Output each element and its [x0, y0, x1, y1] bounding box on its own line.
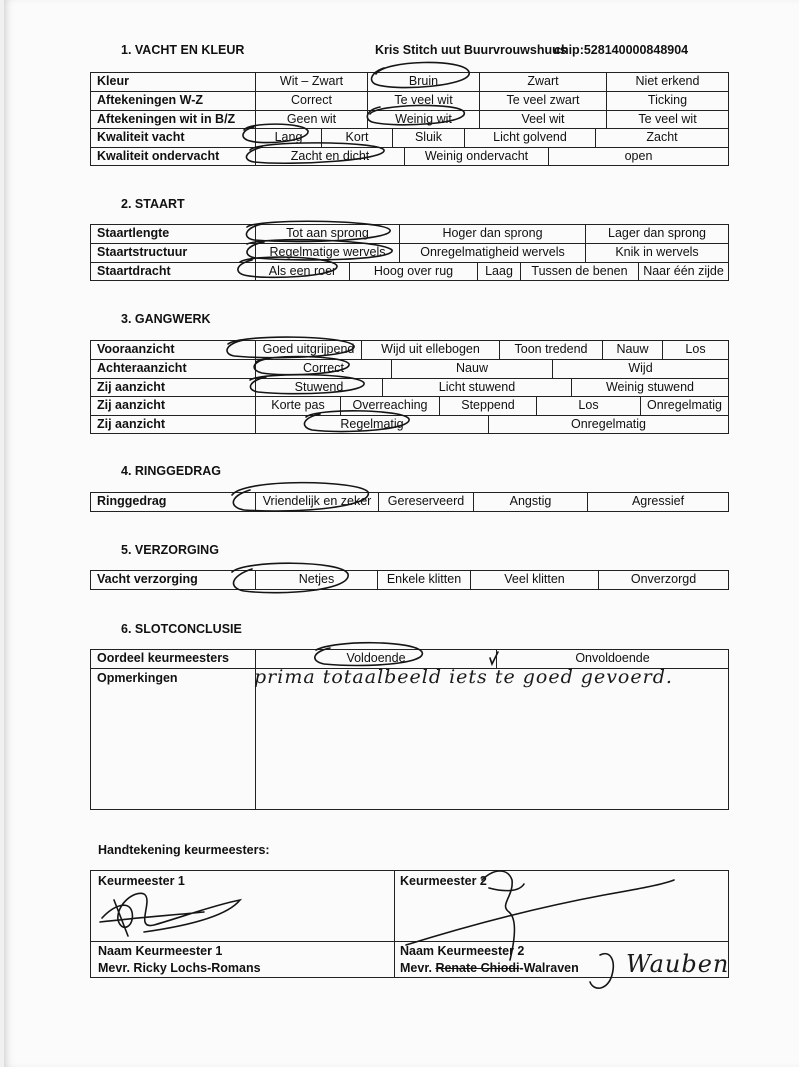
table-row [91, 571, 728, 589]
option-cell[interactable]: Angstig [474, 493, 588, 511]
section-3-title: 3. GANGWERK [121, 312, 211, 326]
option-cell[interactable]: Licht stuwend [383, 379, 572, 396]
option-cell[interactable]: Te veel wit [368, 92, 480, 109]
option-cell[interactable]: Onvoldoende [575, 651, 650, 665]
section-1-title: 1. VACHT EN KLEUR [121, 43, 245, 57]
table-verzorging [90, 570, 729, 590]
option-cell[interactable]: Onregelmatigheid wervels [400, 244, 586, 261]
table-row [91, 128, 728, 146]
table-row [91, 415, 728, 433]
option-cell[interactable]: Wijd uit ellebogen [362, 341, 500, 359]
option-cell[interactable]: Niet erkend [635, 74, 700, 88]
row-label: Vooraanzicht [91, 341, 256, 359]
table-row [91, 147, 728, 165]
option-cell[interactable]: Knik in wervels [615, 245, 699, 260]
name-1-label: Naam Keurmeester 1 [98, 944, 223, 958]
option-cell[interactable]: Naar één zijde [643, 263, 724, 278]
option-cell[interactable]: Netjes [256, 571, 378, 589]
row-label: Vacht verzorging [91, 571, 256, 589]
row-label: Kleur [91, 73, 256, 91]
option-cell[interactable]: Nauw [603, 341, 663, 359]
option-cell[interactable]: Los [537, 397, 641, 414]
row-label: Zij aanzicht [91, 397, 256, 414]
option-cell[interactable]: Bruin [368, 73, 480, 91]
form-page [4, 0, 799, 1067]
row-label: Zij aanzicht [91, 416, 256, 433]
table-row [91, 341, 728, 359]
option-cell[interactable]: Onregelmatig [570, 416, 647, 431]
row-label: Ringgedrag [91, 493, 256, 511]
option-cell[interactable]: Overreaching [341, 397, 440, 414]
option-cell[interactable]: Te veel wit [638, 111, 697, 126]
option-cell[interactable]: Regelmatige wervels [256, 244, 400, 261]
option-cell[interactable]: Goed uitgrijpend [256, 341, 362, 359]
option-cell[interactable]: Te veel zwart [480, 92, 607, 109]
option-cell[interactable]: Toon tredend [500, 341, 603, 359]
table-vacht-en-kleur [90, 72, 729, 166]
table-row [91, 493, 728, 511]
section-5-title: 5. VERZORGING [121, 543, 219, 557]
judge-1-name: Mevr. Ricky Lochs-Romans [98, 961, 261, 975]
opmerkingen-field[interactable] [256, 669, 728, 809]
signatures-title: Handtekening keurmeesters: [98, 843, 270, 857]
chip-number: chip:528140000848904 [554, 43, 689, 57]
table-row [91, 396, 728, 414]
table-row [91, 73, 728, 91]
table-ringgedrag [90, 492, 729, 512]
option-cell[interactable]: Tot aan sprong [256, 225, 400, 243]
option-cell[interactable]: Gereserveerd [379, 493, 474, 511]
option-cell[interactable]: Voldoende [256, 650, 497, 668]
option-cell[interactable]: Hoger dan sprong [400, 225, 586, 243]
option-cell[interactable]: Kort [322, 129, 393, 146]
row-label: Aftekeningen wit in B/Z [91, 111, 256, 128]
row-label: Staartdracht [91, 263, 256, 280]
option-cell[interactable]: Ticking [647, 93, 688, 108]
option-cell[interactable]: Onregelmatig [646, 398, 723, 413]
judge-1-label: Keurmeester 1 [98, 874, 185, 888]
option-cell[interactable]: Tussen de benen [521, 263, 639, 280]
option-cell[interactable]: Steppend [440, 397, 537, 414]
option-cell[interactable]: Lager dan sprong [608, 226, 706, 240]
option-cell[interactable]: Correct [256, 92, 368, 109]
option-cell[interactable]: Vriendelijk en zeker [256, 493, 379, 511]
table-row [91, 110, 728, 128]
row-label: Opmerkingen [91, 669, 256, 809]
row-label: Kwaliteit vacht [91, 129, 256, 146]
table-row [91, 243, 728, 261]
option-cell[interactable]: Weinig stuwend [605, 379, 694, 394]
option-cell[interactable]: Sluik [393, 129, 465, 146]
row-divider [91, 941, 728, 942]
option-cell[interactable]: Correct [256, 360, 392, 377]
row-label: Oordeel keurmeesters [91, 650, 256, 668]
option-cell[interactable]: Zacht en dicht [256, 148, 405, 165]
judge-2-name-suffix: -Walraven [519, 961, 579, 975]
option-cell[interactable]: Wit – Zwart [256, 73, 368, 91]
judge-2-name-prefix: Mevr. [400, 961, 436, 975]
option-cell[interactable]: Veel klitten [471, 571, 599, 589]
section-6-title: 6. SLOTCONCLUSIE [121, 622, 242, 636]
option-cell[interactable]: Wijd [628, 361, 653, 376]
option-cell[interactable]: Onverzorgd [630, 572, 697, 586]
option-cell[interactable]: Veel wit [480, 111, 607, 128]
judge-2-name [400, 961, 579, 975]
handwritten-judge-2-name: Wauben [626, 950, 730, 978]
dog-name: Kris Stitch uut Buurvrouwshuus [375, 43, 567, 57]
opmerkingen-handwritten-text: prima totaalbeeld iets te goed gevoerd. [254, 666, 673, 688]
table-row [91, 378, 728, 396]
table-row [91, 668, 728, 809]
option-cell[interactable]: open [624, 148, 653, 163]
option-cell[interactable]: Laag [478, 263, 521, 280]
option-cell[interactable]: Korte pas [256, 397, 341, 414]
option-cell[interactable]: Als een roer [256, 263, 350, 280]
row-label: Kwaliteit ondervacht [91, 148, 256, 165]
option-cell[interactable]: Enkele klitten [378, 571, 471, 589]
section-2-title: 2. STAART [121, 197, 185, 211]
judge-2-label: Keurmeester 2 [400, 874, 487, 888]
option-cell[interactable]: Los [685, 342, 706, 356]
option-cell[interactable]: Lang [256, 129, 322, 146]
row-label: Aftekeningen W-Z [91, 92, 256, 109]
option-cell[interactable]: Licht golvend [465, 129, 596, 146]
option-cell[interactable]: Stuwend [256, 379, 383, 396]
table-row [91, 359, 728, 377]
option-cell[interactable]: Nauw [392, 360, 553, 377]
table-row [91, 262, 728, 280]
table-row [91, 91, 728, 109]
option-cell[interactable]: Hoog over rug [350, 263, 478, 280]
option-cell[interactable]: Geen wit [256, 111, 368, 128]
row-label: Zij aanzicht [91, 379, 256, 396]
table-gangwerk [90, 340, 729, 434]
option-cell[interactable]: Weinig wit [368, 111, 480, 128]
section-4-title: 4. RINGGEDRAG [121, 464, 222, 478]
option-cell[interactable]: Weinig ondervacht [405, 148, 549, 165]
option-cell[interactable]: Zwart [480, 73, 607, 91]
option-cell[interactable]: Agressief [631, 494, 685, 508]
judge-2-name-struck: Renate Chiodi [435, 961, 520, 975]
row-label: Staartstructuur [91, 244, 256, 261]
table-row [91, 225, 728, 243]
option-cell[interactable]: Zacht [646, 130, 678, 145]
column-divider [394, 871, 395, 977]
row-label: Achteraanzicht [91, 360, 256, 377]
table-staart [90, 224, 729, 281]
name-2-label: Naam Keurmeester 2 [400, 944, 525, 958]
row-label: Staartlengte [91, 225, 256, 243]
option-cell[interactable]: Regelmatig [256, 416, 489, 433]
